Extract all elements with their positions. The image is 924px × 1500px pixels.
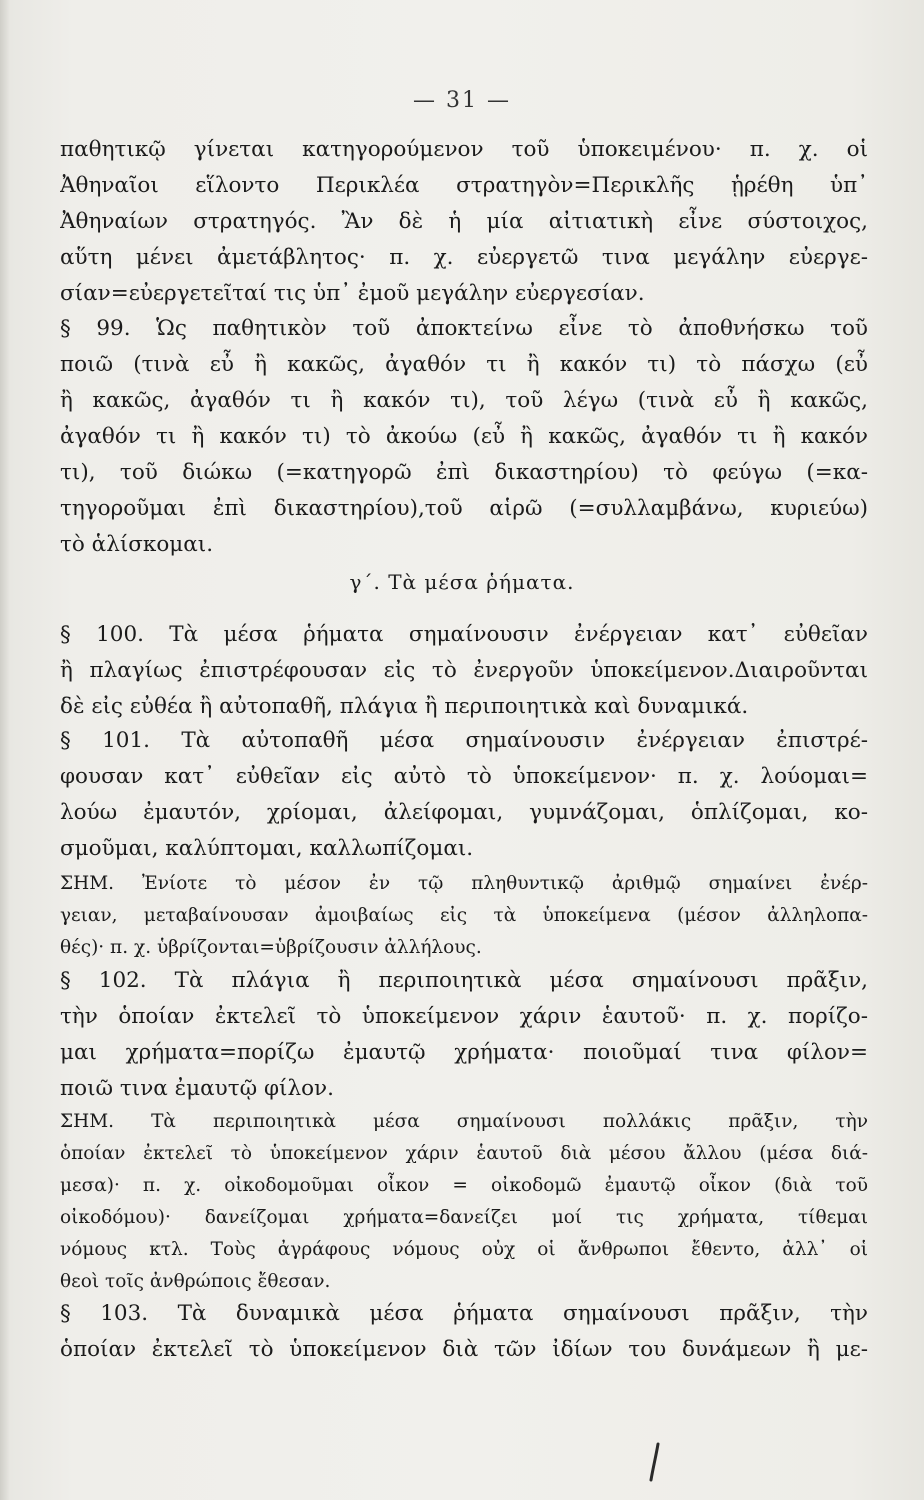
- text-line: σμοῦμαι, καλύπτομαι, καλλωπίζομαι.: [60, 836, 474, 861]
- note-line: μεσα)· π. χ. οἰκοδομοῦμαι οἶκον = οἰκοδομῶ ἐμαυτῷ οἶκον (διὰ τοῦ: [60, 1175, 868, 1196]
- section-heading: γ΄. Τὰ μέσα ῥήματα.: [349, 570, 575, 594]
- text-line: § 102. Τὰ πλάγια ἢ περιποιητικὰ μέσα σημαίνουσι πρᾶξιν,: [60, 968, 868, 993]
- paragraph-continuation: [60, 132, 868, 312]
- text-line: λούω ἐμαυτόν, χρίομαι, ἀλείφομαι, γυμνάζομαι, ὁπλίζομαι, κο-: [60, 800, 868, 825]
- text-line: δὲ εἰς εὐθέα ἢ αὐτοπαθῆ, πλάγια ἢ περιποιητικὰ καὶ δυναμικά.: [60, 694, 749, 719]
- text-line: § 103. Τὰ δυναμικὰ μέσα ῥήματα σημαίνουσι πρᾶξιν, τὴν: [60, 1301, 868, 1326]
- text-line: τι), τοῦ διώκω (=κατηγορῶ ἐπὶ δικαστηρίου) τὸ φεύγω (=κα-: [60, 460, 868, 485]
- text-line: ἢ πλαγίως ἐπιστρέφουσαν εἰς τὸ ἐνεργοῦν ὑποκείμενον.Διαιροῦνται: [60, 658, 868, 683]
- text-line: § 100. Τὰ μέσα ῥήματα σημαίνουσιν ἐνέργειαν κατ᾽ εὐθεῖαν: [60, 622, 868, 647]
- note-middle-reciprocal: [60, 868, 868, 964]
- text-line: Ἀθηναῖοι εἵλοντο Περικλέα στρατηγὸν=Περικλῆς ᾑρέθη ὑπ᾽: [60, 173, 868, 198]
- page-gutter-shadow: [0, 0, 10, 1500]
- text-line: ἀγαθόν τι ἢ κακόν τι) τὸ ἀκούω (εὖ ἢ κακῶς, ἀγαθόν τι ἢ κακόν: [60, 424, 868, 449]
- note-line: θές)· π. χ. ὑβρίζονται=ὑβρίζουσιν ἀλλήλους.: [60, 937, 482, 958]
- text-line: ἢ κακῶς, ἀγαθόν τι ἢ κακόν τι), τοῦ λέγω (τινὰ εὖ ἢ κακῶς,: [60, 388, 868, 413]
- text-line: αὕτη μένει ἀμετάβλητος· π. χ. εὐεργετῶ τινα μεγάλην εὐεργε-: [60, 245, 868, 270]
- text-line: § 99. Ὡς παθητικὸν τοῦ ἀποκτείνω εἶνε τὸ ἀποθνήσκω τοῦ: [60, 316, 868, 341]
- note-line: θεοὶ τοῖς ἀνθρώποις ἔθεσαν.: [60, 1271, 331, 1292]
- pen-stroke-mark: [647, 1442, 663, 1482]
- text-line: ποιῶ τινα ἐμαυτῷ φίλον.: [60, 1076, 334, 1101]
- text-line: § 101. Τὰ αὐτοπαθῆ μέσα σημαίνουσιν ἐνέργειαν ἐπιστρέ-: [60, 728, 868, 753]
- text-line: μαι χρήματα=πορίζω ἐμαυτῷ χρήματα· ποιοῦμαί τινα φίλον=: [60, 1040, 868, 1065]
- text-line: τηγοροῦμαι ἐπὶ δικαστηρίου),τοῦ αἱρῶ (=συλλαμβάνω, κυριεύω): [60, 496, 868, 521]
- paragraph-101: [60, 723, 868, 867]
- text-line: τὸ ἁλίσκομαι.: [60, 532, 214, 557]
- text-line: ποιῶ (τινὰ εὖ ἢ κακῶς, ἀγαθόν τι ἢ κακόν τι) τὸ πάσχω (εὖ: [60, 352, 868, 377]
- text-line: παθητικῷ γίνεται κατηγορούμενον τοῦ ὑποκειμένου· π. χ. οἱ: [60, 137, 868, 162]
- note-line: γειαν, μεταβαίνουσαν ἀμοιβαίως εἰς τὰ ὑποκείμενα (μέσον ἀλληλοπα-: [60, 905, 868, 926]
- text-line: σίαν=εὐεργετεῖταί τις ὑπ᾽ ἐμοῦ μεγάλην εὐεργεσίαν.: [60, 281, 645, 306]
- text-line: τὴν ὁποίαν ἐκτελεῖ τὸ ὑποκείμενον χάριν ἑαυτοῦ· π. χ. πορίζο-: [60, 1004, 868, 1029]
- text-line: φουσαν κατ᾽ εὐθεῖαν εἰς αὐτὸ τὸ ὑποκείμενον· π. χ. λούομαι=: [60, 764, 868, 789]
- paragraph-103: [60, 1296, 868, 1368]
- paragraph-100: [60, 617, 868, 725]
- page-number: — 31 —: [413, 88, 511, 113]
- note-middle-causative: [60, 1106, 868, 1298]
- note-line: οἰκοδόμου)· δανείζομαι χρήματα=δανείζει μοί τις χρήματα, τίθεμαι: [60, 1207, 868, 1228]
- paragraph-99: [60, 311, 868, 563]
- text-line: Ἀθηναίων στρατηγός. Ἂν δὲ ἡ μία αἰτιατικὴ εἶνε σύστοιχος,: [60, 209, 868, 234]
- paragraph-102: [60, 963, 868, 1107]
- note-line: ΣΗΜ. Τὰ περιποιητικὰ μέσα σημαίνουσι πολλάκις πρᾶξιν, τὴν: [60, 1111, 868, 1132]
- note-line: ὁποίαν ἐκτελεῖ τὸ ὑποκείμενον χάριν ἑαυτοῦ διὰ μέσου ἄλλου (μέσα διά-: [60, 1143, 868, 1164]
- text-line: ὁποίαν ἐκτελεῖ τὸ ὑποκείμενον διὰ τῶν ἰδίων του δυνάμεων ἢ με-: [60, 1337, 868, 1362]
- note-line: νόμους κτλ. Τοὺς ἀγράφους νόμους οὐχ οἱ ἄνθρωποι ἔθεντο, ἀλλ᾽ οἱ: [60, 1239, 868, 1260]
- note-line: ΣΗΜ. Ἐνίοτε τὸ μέσον ἐν τῷ πληθυντικῷ ἀριθμῷ σημαίνει ἐνέρ-: [60, 873, 868, 894]
